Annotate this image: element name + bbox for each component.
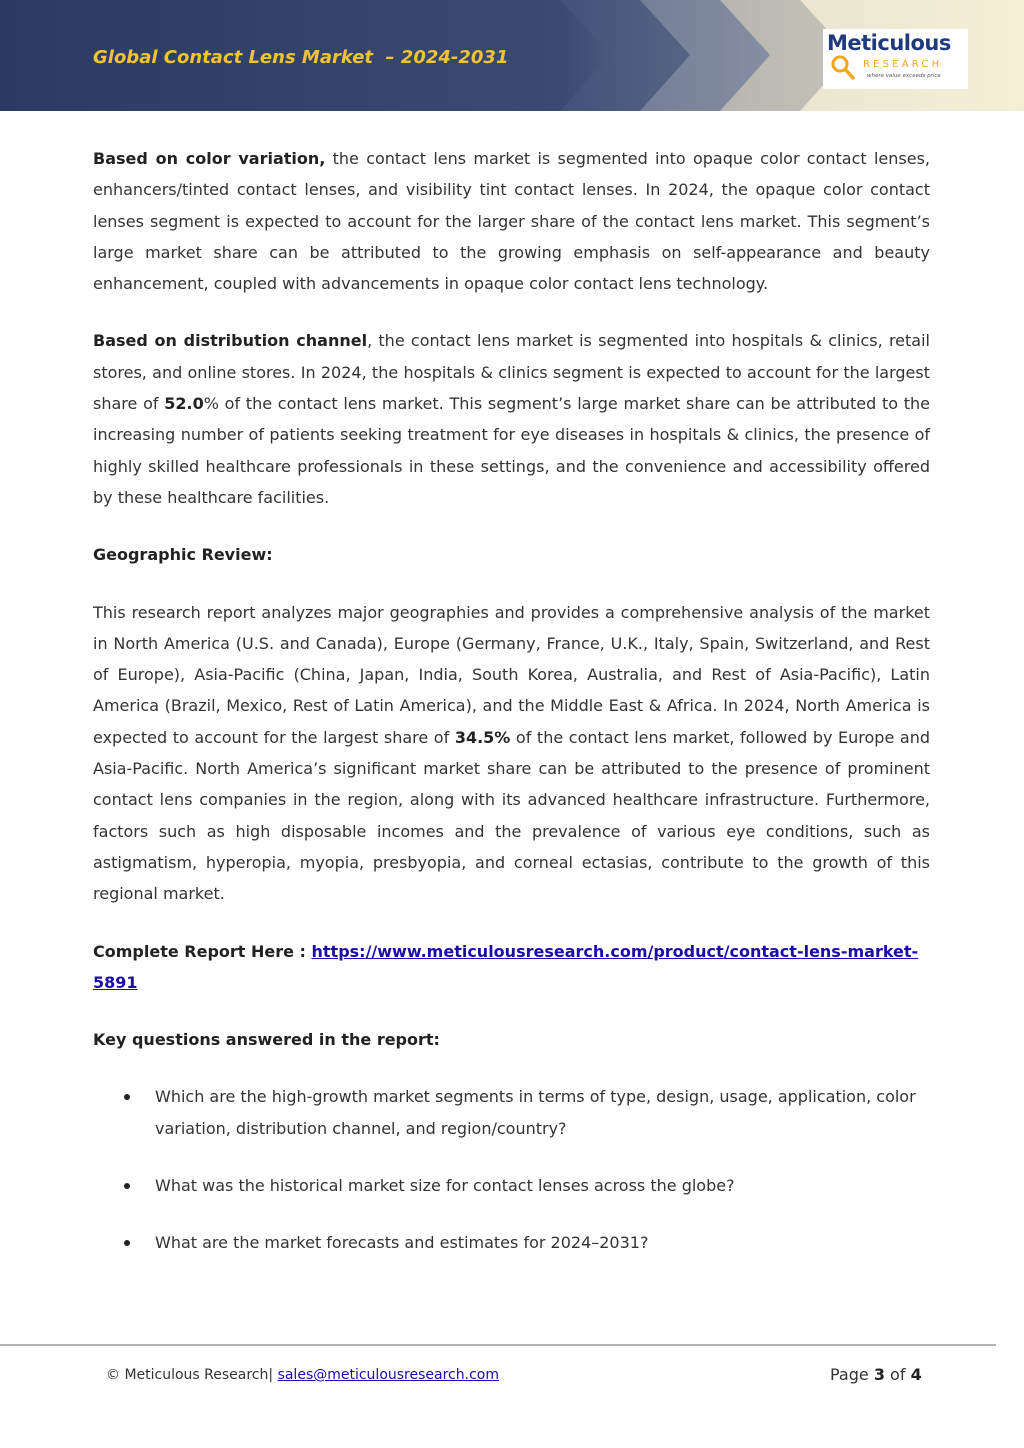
complete-report-link[interactable]: https://www.meticulousresearch.com/product/contact-lens-market-5891 <box>93 941 919 992</box>
distribution-paragraph <box>93 325 930 513</box>
question-text: What was the historical market size for contact lenses across the globe? <box>155 1176 735 1196</box>
magnifier-icon <box>829 54 859 82</box>
page-number <box>830 1365 922 1384</box>
list-item <box>93 1170 930 1201</box>
report-title: Global Contact Lens Market – 2024-2031 <box>93 47 509 68</box>
page-total: 4 <box>910 1365 922 1384</box>
footer-divider <box>0 1344 996 1346</box>
question-text: What are the market forecasts and estimates for 2024–2031? <box>155 1233 649 1253</box>
footer-copyright <box>106 1367 499 1383</box>
meticulous-research-logo <box>823 29 968 89</box>
key-questions-heading: Key questions answered in the report: <box>93 1030 440 1050</box>
logo-subtitle: RESEARCH <box>863 59 943 70</box>
complete-report-line <box>93 936 930 999</box>
bullet-icon <box>124 1183 130 1189</box>
list-item <box>93 1227 930 1258</box>
key-questions-list <box>93 1081 930 1258</box>
distribution-lead: Based on distribution channel <box>93 331 368 351</box>
distribution-text-b: % of the contact lens market. This segment’s large market share can be attributed to the increasing number of patients seeking treatment for eye diseases in hospitals & clinics, the presence of highly skilled healthcare professionals in these settings, and the convenience and accessibility offered by these healthcare facilities. <box>93 394 930 507</box>
logo-tagline: where value exceeds price <box>867 73 941 79</box>
list-item <box>93 1081 930 1144</box>
email-link[interactable]: sales@meticulousresearch.com <box>277 1367 499 1383</box>
page-header <box>0 0 1024 111</box>
page-prefix: Page <box>830 1365 874 1384</box>
geographic-text-a: This research report analyzes major geographies and provides a comprehensive analysis of the market in North America (U.S. and Canada), Europe (Germany, France, U.K., Italy, Spain, Switzerland, and Rest of Europe), Asia-Pacific (China, Japan, India, South Korea, Australia, and Rest of Asia-Pacific), Latin America (Brazil, Mexico, Rest of Latin America), and the Middle East & Africa. In 2024, North America is expected to account for the largest share of <box>93 602 930 747</box>
color-variation-lead: Based on color variation, <box>93 149 326 168</box>
bullet-icon <box>124 1094 130 1100</box>
bullet-icon <box>124 1240 130 1246</box>
complete-report-label: Complete Report Here : <box>93 941 312 961</box>
copyright-text: © Meticulous Research| <box>106 1367 278 1383</box>
logo-wordmark: Meticulous <box>827 31 951 55</box>
distribution-share-value: 52.0 <box>164 394 204 414</box>
north-america-share-value: 34.5% <box>454 727 511 747</box>
geographic-review-heading: Geographic Review: <box>93 545 273 565</box>
page-current: 3 <box>873 1365 885 1384</box>
color-variation-text: the contact lens market is segmented into opaque color contact lenses, enhancers/tinted contact lenses, and visibility tint contact lenses. In 2024, the opaque color contact lenses segment is expected to account for the larger share of the contact lens market. This segment’s large market share can be attributed to the growing emphasis on self-appearance and beauty enhancement, coupled with advancements in opaque color contact lens technology. <box>93 149 930 294</box>
main-content <box>93 143 930 1285</box>
geographic-text-b: of the contact lens market, followed by Europe and Asia-Pacific. North America’s significant market share can be attributed to the presence of prominent contact lens companies in the region, along with its advanced healthcare infrastructure. Furthermore, factors such as high disposable incomes and the prevalence of various eye conditions, such as astigmatism, hyperopia, myopia, presbyopia, and corneal ectasias, contribute to the growth of this regional market. <box>93 727 931 904</box>
color-variation-paragraph <box>93 143 930 299</box>
page-mid: of <box>884 1365 911 1384</box>
distribution-text-a: , the contact lens market is segmented into hospitals & clinics, retail stores, and online stores. In 2024, the hospitals & clinics segment is expected to account for the largest share of <box>93 331 930 414</box>
question-text: Which are the high-growth market segments in terms of type, design, usage, application, color variation, distribution channel, and region/country? <box>155 1087 916 1138</box>
geographic-paragraph <box>93 597 930 910</box>
